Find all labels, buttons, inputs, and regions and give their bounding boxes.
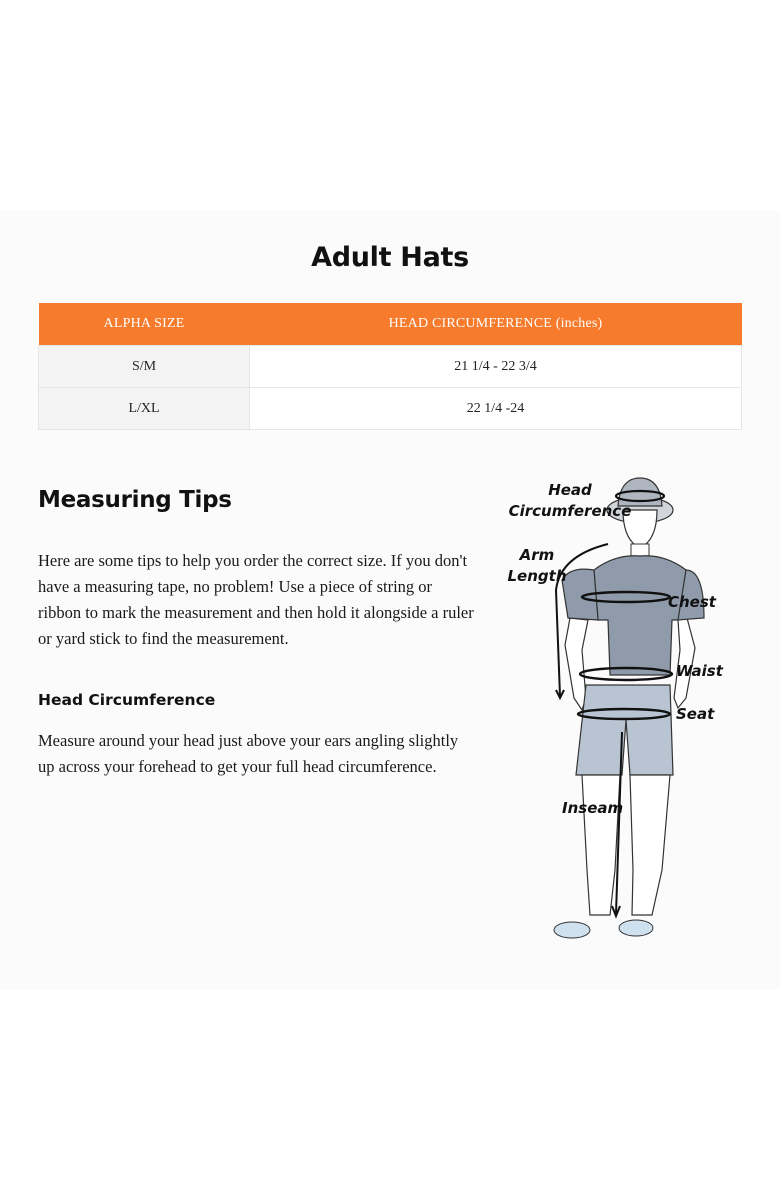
table-row <box>39 346 742 388</box>
measuring-tips-heading: Measuring Tips <box>38 487 232 513</box>
table-cell-measure: 22 1/4 -24 <box>250 388 742 430</box>
page-title: Adult Hats <box>311 242 469 273</box>
head-circumference-heading: Head Circumference <box>38 691 216 709</box>
label-chest: Chest <box>668 593 716 611</box>
label-arm-length <box>502 545 572 587</box>
label-arm-line1: Arm <box>519 546 555 564</box>
size-chart-table <box>38 303 742 430</box>
table-header-row <box>39 303 742 346</box>
label-seat: Seat <box>676 705 715 723</box>
label-waist: Waist <box>676 662 723 680</box>
label-head-line1: Head <box>548 481 592 499</box>
label-head-circumference <box>490 480 650 522</box>
table-cell-measure: 21 1/4 - 22 3/4 <box>250 346 742 388</box>
table-cell-size: L/XL <box>39 388 250 430</box>
measurement-figure <box>490 470 730 960</box>
label-head-line2: Circumference <box>508 502 632 520</box>
label-arm-line2: Length <box>507 567 567 585</box>
header-head-circumference: HEAD CIRCUMFERENCE (inches) <box>250 303 742 346</box>
measuring-tips-intro: Here are some tips to help you order the correct size. If you don't have a measuring tape, no problem! Use a piece of string or ribbon to mark the measurement and then hold it alongside a ruler or yard stick to find the measurement. <box>38 551 474 648</box>
table-cell-size: S/M <box>39 346 250 388</box>
header-alpha-size: ALPHA SIZE <box>39 303 250 346</box>
table-row <box>39 388 742 430</box>
label-inseam: Inseam <box>562 799 624 817</box>
head-circumference-text: Measure around your head just above your ears angling slightly up across your forehead to get your full head circumference. <box>38 731 459 776</box>
